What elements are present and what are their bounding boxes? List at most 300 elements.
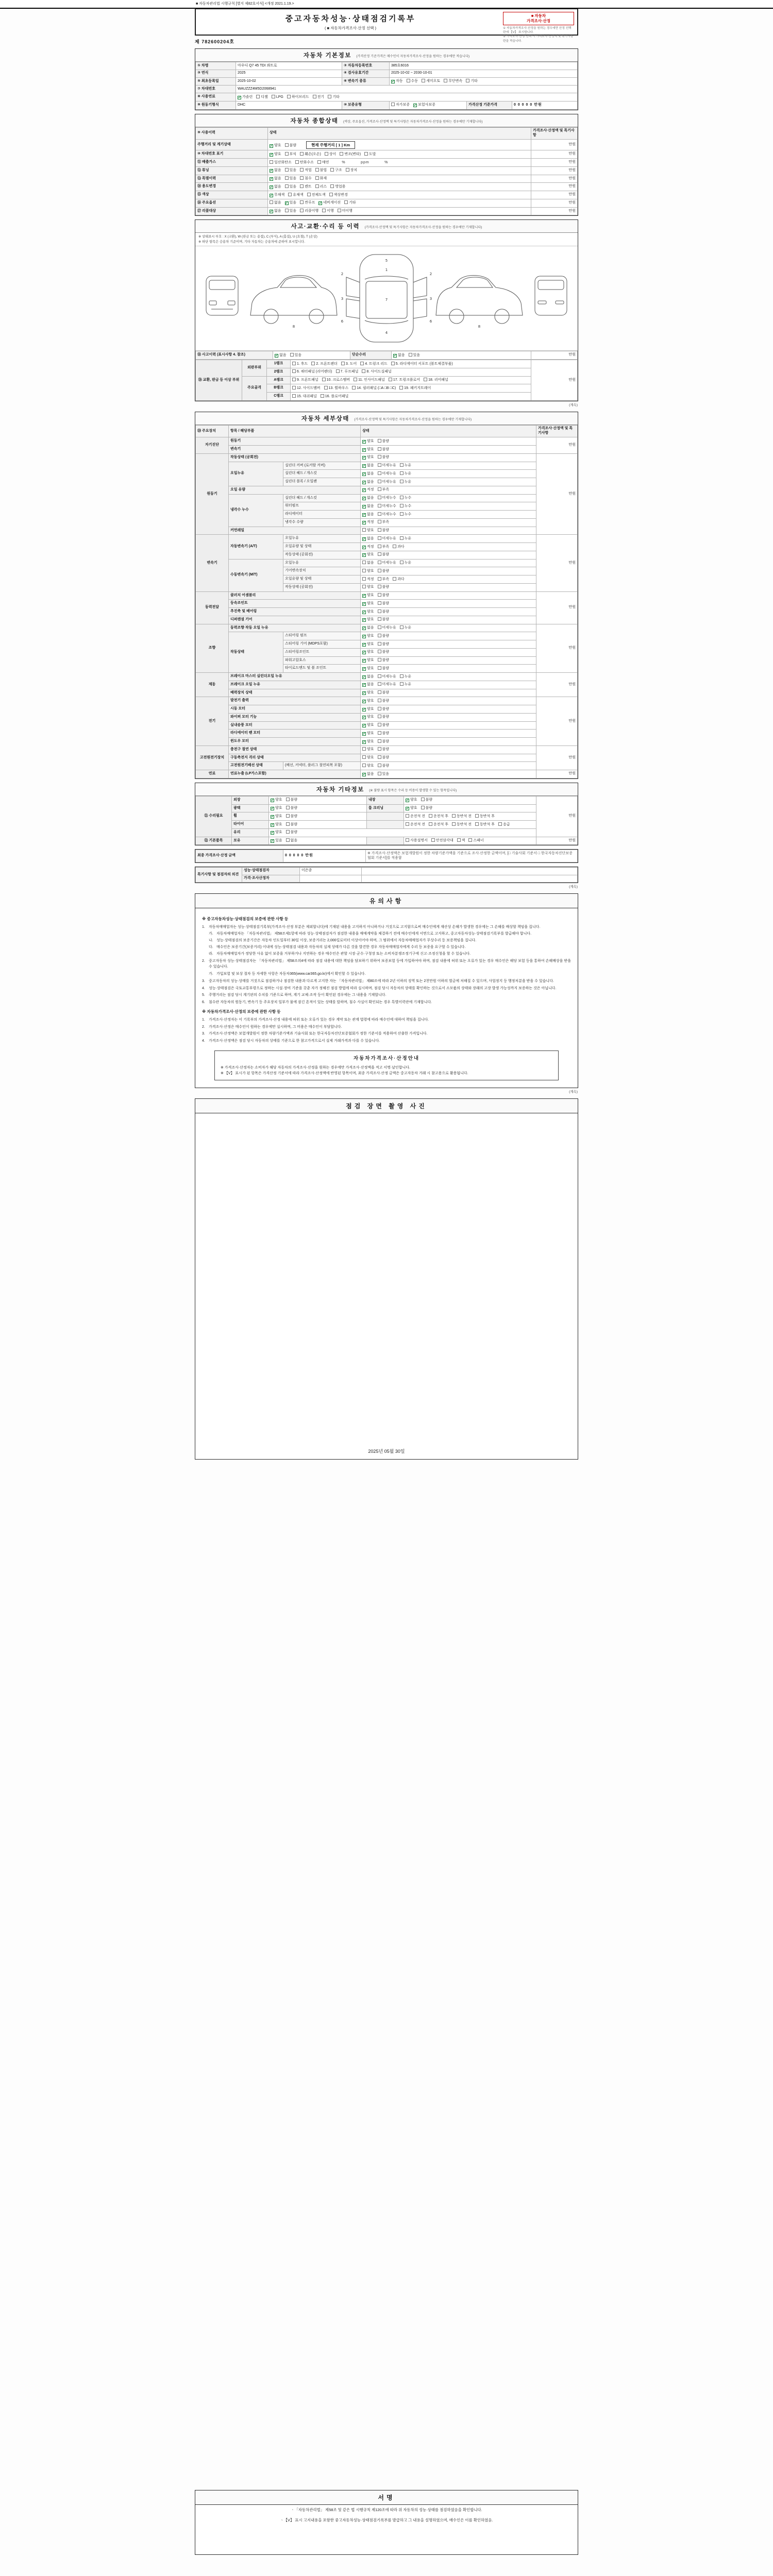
checkbox-option[interactable]: 5. 라디에이터 서포트 (볼트체결부품) [391, 362, 453, 367]
checkbox-option[interactable]: 없음 [286, 838, 298, 843]
checkbox-option[interactable]: 전기 [313, 95, 325, 100]
checkbox-option[interactable]: 운전석 전 [406, 822, 425, 827]
checkbox-option[interactable]: 있음 [285, 176, 297, 181]
checkbox-option[interactable]: 기타 [328, 95, 340, 100]
checkbox-option[interactable]: 운전석 후 [429, 814, 448, 819]
status-options [269, 804, 367, 812]
checkbox-option[interactable]: 불량 [378, 447, 390, 452]
detail-row [196, 527, 578, 535]
status-options [361, 437, 536, 446]
checkbox-option[interactable]: 불량 [378, 593, 390, 598]
item-label: 디퍼렌셜 기어 [229, 616, 361, 624]
checkbox-option[interactable]: 부족 [378, 520, 390, 525]
checkbox-option[interactable]: ✔ 양호 [363, 739, 374, 744]
rank-options [291, 376, 531, 384]
checkbox-option[interactable]: 스패너 [468, 838, 483, 843]
status-options [268, 166, 531, 175]
appraiser-name [300, 875, 362, 883]
detail-row [196, 486, 578, 494]
checkbox-option[interactable]: ✔ 보험사보증 [414, 103, 435, 108]
checkbox-option[interactable]: 누수 [400, 496, 412, 501]
checkbox-option[interactable]: 미세누유 [378, 536, 396, 541]
checkbox-option[interactable]: 장치 [346, 168, 358, 173]
comprehensive-row [196, 150, 578, 159]
rank-options [291, 384, 531, 393]
form-reference-note [0, 0, 773, 9]
checkbox-option[interactable]: 미세누유 [378, 625, 396, 631]
comprehensive-row [196, 175, 578, 183]
checkbox-option[interactable]: 부식 [285, 152, 297, 157]
checkbox-option[interactable]: 11. 인사이드패널 [354, 378, 385, 383]
checkbox-option[interactable]: ✔ 양호 [271, 814, 282, 819]
diagram-number: 2 [341, 272, 344, 277]
status-options [361, 697, 536, 705]
checkbox-option[interactable]: ✔ 무채색 [270, 193, 285, 197]
checkbox-option[interactable]: 누유 [400, 536, 412, 541]
price-cell: 만원 [531, 360, 578, 401]
final-price-label: 최종 가격조사·산정 금액 [196, 850, 283, 862]
misc-title: 자동차 기타정보 [316, 786, 364, 793]
diagram-number: 6 [341, 319, 344, 324]
accident-history-row [196, 351, 578, 360]
signature-pad[interactable] [195, 2526, 578, 2554]
checkbox-option[interactable]: 세미오토 [422, 79, 440, 84]
checkbox-option[interactable]: 양호 [362, 755, 374, 760]
checkbox-option[interactable]: ✔ 양호 [406, 806, 417, 810]
status-options [268, 140, 531, 150]
checkbox-option[interactable]: 사용설명서 [406, 838, 428, 843]
transmission-options [390, 77, 578, 86]
checkbox-option[interactable]: ✔ 있음 [285, 201, 297, 206]
checkbox-option[interactable]: 부족 [378, 577, 390, 582]
checkbox-option[interactable]: ✔ 없음 [275, 353, 287, 358]
checkbox-option[interactable]: 18. 리어패널 [424, 378, 448, 383]
misc-row [196, 796, 578, 804]
checkbox-option[interactable]: ✔ 양호 [363, 553, 374, 557]
checkbox-option[interactable]: 하이브리드 [287, 95, 309, 100]
checkbox-option[interactable]: 누유 [400, 682, 412, 687]
checkbox-option[interactable]: ✔ 자동 [392, 79, 403, 83]
document [195, 8, 578, 1460]
checkbox-option[interactable]: ✔ 양호 [363, 634, 374, 638]
checkbox-option[interactable]: 불량 [378, 690, 390, 696]
checkbox-option[interactable]: 누유 [400, 480, 412, 485]
checkbox-option[interactable]: 양호 [362, 585, 374, 590]
checkbox-option[interactable]: 불량 [286, 830, 298, 835]
status-options [269, 828, 536, 837]
checkbox-option[interactable]: 영업용 [330, 184, 345, 190]
checkbox-option[interactable]: 누유 [400, 471, 412, 477]
checkbox-option[interactable]: ✔ 가솔린 [238, 95, 253, 99]
checkbox-option[interactable]: 3. 도어 [341, 362, 357, 367]
basic-row [196, 62, 578, 70]
comprehensive-section-head [195, 114, 578, 127]
checkbox-option[interactable]: 적법 [300, 168, 312, 173]
checkbox-option[interactable]: 미세누유 [378, 471, 396, 477]
checkbox-option[interactable]: 불량 [286, 822, 298, 827]
checkbox-option[interactable]: ✔ 있음 [271, 839, 282, 843]
checkbox-option[interactable]: 누유 [400, 625, 412, 631]
checkbox-option[interactable]: 불량 [378, 699, 390, 704]
checkbox-option[interactable]: 불량 [286, 814, 298, 819]
checkbox-option[interactable]: 색상변경 [329, 193, 348, 198]
guide-title: 자동차가격조사·산정안내 [353, 1055, 420, 1061]
checkbox-option[interactable]: ✔ 양호 [363, 594, 374, 598]
checkbox-option[interactable]: 변조(변타) [340, 152, 361, 157]
checkbox-option[interactable]: ✔ 양호 [363, 447, 374, 452]
checkbox-option[interactable]: ✔ 없음 [363, 683, 374, 687]
checkbox-option[interactable]: 미세누유 [378, 674, 396, 680]
checkbox-option[interactable]: ✔ 없음 [363, 504, 374, 509]
checkbox-option[interactable]: 있음 [285, 209, 297, 214]
checkbox-option[interactable]: ✔ 없음 [394, 353, 405, 358]
checkbox-option[interactable]: 양호 [362, 747, 374, 752]
checkbox-option[interactable]: 매연 [317, 160, 329, 165]
checkbox-option[interactable]: ✔ 양호 [363, 455, 374, 460]
checkbox-option[interactable]: 불량 [378, 658, 390, 663]
subitem-label: 실린더 커버 (로커암 커버) [283, 462, 361, 470]
checkbox-option[interactable]: 7. 루프패널 [336, 369, 359, 375]
checkbox-option[interactable]: ✔ 양호 [363, 691, 374, 695]
checkbox-option[interactable]: 운전석 전 [406, 814, 425, 819]
checkbox-option[interactable]: 무단변속 [444, 79, 462, 84]
field-label: ① 차명 [196, 62, 236, 70]
checkbox-option[interactable]: ✔ 양호 [406, 798, 417, 803]
checkbox-option[interactable]: 6. 쿼터패널 (리어펜더) [292, 369, 332, 375]
checkbox-option[interactable]: 누유 [400, 561, 412, 566]
checkbox-option[interactable]: 16. 플로어패널 [321, 394, 349, 399]
item-label: 유리 [232, 828, 269, 837]
checkbox-option[interactable]: 부족 [378, 545, 390, 550]
checkbox-option[interactable]: 불량 [286, 806, 298, 811]
device-group-label: 원동기 [196, 453, 229, 535]
detail-row [196, 673, 578, 681]
price-survey-badge [503, 12, 574, 25]
checkbox-option[interactable]: 디젤 [256, 95, 268, 100]
status-options [361, 616, 536, 624]
checkbox-option[interactable]: 적정 [362, 577, 374, 582]
checkbox-option[interactable]: ✔ 양호 [363, 715, 374, 720]
price-cell: 만원 [531, 175, 578, 183]
checkbox-option[interactable]: LPG [272, 95, 283, 100]
checkbox-option[interactable]: 불량 [378, 747, 390, 752]
checkbox-option[interactable]: ✔ 없음 [363, 772, 374, 776]
checkbox-option[interactable]: 운전석 후 [429, 822, 448, 827]
checkbox-option[interactable]: ✔ 적정 [363, 520, 374, 525]
checkbox-option[interactable]: 불량 [378, 617, 390, 622]
checkbox-option[interactable]: 12. 사이드멤버 [292, 386, 321, 391]
misc-row [196, 812, 578, 821]
checkbox-option[interactable]: 훼손(오손) [300, 152, 321, 157]
checkbox-option[interactable]: ✔ 양호 [363, 658, 374, 663]
status-options [361, 551, 536, 559]
checkbox-option[interactable]: 미이행 [338, 209, 352, 214]
checkbox-option[interactable]: 불량 [378, 569, 390, 574]
checkbox-option[interactable]: ✔ 양호 [271, 822, 282, 827]
checkbox-option[interactable]: 불량 [378, 707, 390, 712]
checkbox-option[interactable]: 부족 [378, 487, 390, 493]
notice-subitem: 가. 가입보험 및 보상 절차 등 자세한 사항은 자동차365(www.car365.go.kr)에서 확인할 수 있습니다. [209, 972, 366, 976]
checkbox-option[interactable]: 누유 [400, 463, 412, 468]
checkbox-option[interactable]: 15. 대쉬패널 [292, 394, 317, 399]
checkbox-option[interactable]: ✔ 적정 [363, 488, 374, 493]
checkbox-option[interactable]: 누수 [400, 504, 412, 509]
checkbox-option[interactable]: 4. 트렁크 리드 [360, 362, 388, 367]
price-cell: 만원 [536, 673, 578, 697]
item-label: 등속조인트 [229, 600, 361, 608]
checkbox-option[interactable]: ✔ 양호 [271, 798, 282, 803]
price-digits: 0 0 0 0 0 [514, 103, 533, 107]
checkbox-option[interactable]: 9. 프론트패널 [292, 378, 318, 383]
subitem-label: 스티어링 펌프 [283, 632, 361, 640]
checkbox-option[interactable]: ✔ 없음 [363, 512, 374, 517]
checkbox-option[interactable]: 불량 [378, 609, 390, 615]
checkbox-option[interactable]: ✔ 없음 [363, 536, 374, 541]
checkbox-option[interactable]: 일산화탄소 [270, 160, 292, 165]
checkbox-option[interactable]: 미세누수 [378, 496, 396, 501]
checkbox-option[interactable]: 동반석 후 [475, 822, 495, 827]
column-header: 항목 / 해당부품 [229, 425, 361, 437]
notice-subitem: 나. 성능·상태점검의 보증기간은 자동차 인도일부터 30일 이상, 보증거리는 2,000킬로미터 이상이어야 하며, 그 범위에서 자동차매매업자가 무상수리 등 보증책임을 집니다. [209, 939, 477, 943]
checkbox-option[interactable]: 불량 [286, 798, 298, 803]
subitem-label: 냉각수 수량 [283, 518, 361, 527]
checkbox-option[interactable]: 불량 [378, 439, 390, 444]
checkbox-option[interactable]: ✔ 양호 [271, 806, 282, 810]
checkbox-option[interactable]: ✔ 양호 [363, 699, 374, 703]
checkbox-option[interactable]: 19. 패키지트레이 [399, 386, 431, 391]
item-label: 외장 [232, 796, 269, 804]
section-final-price [195, 849, 578, 863]
checkbox-option[interactable]: 동반석 후 [475, 814, 495, 819]
field-value: DHC [236, 101, 342, 109]
checkbox-option[interactable]: 렌트 [300, 184, 312, 190]
checkbox-option[interactable]: 불량 [378, 634, 390, 639]
checkbox-option[interactable]: ✔ 양호 [363, 439, 374, 444]
price-cell: 만원 [536, 770, 578, 778]
diagram-number: 1 [385, 268, 388, 273]
checkbox-option[interactable]: 리콜이행 [300, 209, 318, 214]
checkbox-option[interactable]: 불량 [378, 666, 390, 671]
checkbox-option[interactable]: ✔ 없음 [363, 471, 374, 476]
detail-section-head [195, 412, 578, 425]
checkbox-option[interactable]: 과다 [393, 577, 405, 582]
checkbox-option[interactable]: ✔ 없음 [363, 464, 374, 468]
checkbox-option[interactable]: 불량 [421, 806, 433, 811]
checkbox-option[interactable]: 전체도색 [307, 193, 326, 198]
checkbox-option[interactable]: 불량 [378, 455, 390, 460]
status-options [361, 640, 536, 649]
checkbox-option[interactable]: 양호 [362, 569, 374, 574]
column-header: ⑳ 주요장치 [196, 425, 229, 437]
checkbox-option[interactable]: 미세누유 [378, 682, 396, 687]
checkbox-option[interactable]: ✔ 양호 [270, 152, 281, 157]
status-options [404, 812, 536, 821]
car-side-view-right [436, 276, 523, 324]
checkbox-option[interactable]: 침수 [300, 176, 312, 181]
subitem-label: 오일유량 및 상태 [283, 575, 361, 584]
checkbox-option[interactable]: ✔ 네비게이션 [319, 201, 341, 206]
checkbox-option[interactable]: ✔ 없음 [270, 168, 281, 173]
detail-row [196, 721, 578, 730]
detail-title: 자동차 세부상태 [301, 415, 349, 422]
checkbox-option[interactable]: 불량 [378, 764, 390, 769]
checkbox-option[interactable]: 불법 [315, 168, 327, 173]
status-options [361, 665, 536, 673]
checkbox-option[interactable]: 불량 [378, 739, 390, 744]
checkbox-option[interactable]: ✔ 적정 [363, 545, 374, 549]
checkbox-option[interactable]: 화재 [315, 176, 327, 181]
checkbox-option[interactable]: 이행 [322, 209, 334, 214]
checkbox-option[interactable]: ✔ 양호 [363, 609, 374, 614]
status-options [268, 150, 531, 159]
checkbox-option[interactable]: ✔ 없음 [270, 184, 281, 189]
checkbox-option[interactable]: 기타 [466, 79, 478, 84]
checkbox-option[interactable]: 불량 [378, 715, 390, 720]
status-options [361, 583, 536, 591]
status-options [268, 199, 531, 207]
checkbox-option[interactable]: 동반석 전 [452, 814, 472, 819]
detail-row [196, 730, 578, 738]
checkbox-option[interactable]: ✔ 양호 [363, 642, 374, 647]
checkbox-option[interactable]: ✔ 양호 [363, 618, 374, 622]
misc-row [196, 821, 578, 829]
checkbox-option[interactable]: ✔ 양호 [363, 650, 374, 655]
checkbox-option[interactable]: 10. 크로스멤버 [322, 378, 350, 383]
checkbox-option[interactable]: 8. 사이드실패널 [362, 369, 391, 375]
checkbox-option[interactable]: 17. 트렁크플로어 [389, 378, 420, 383]
checkbox-option[interactable]: 양호 [362, 764, 374, 769]
checkbox-option[interactable]: 있음 [285, 184, 297, 190]
device-group-label: 동력전달 [196, 591, 229, 624]
checkbox-option[interactable]: ✔ 양호 [363, 707, 374, 711]
comprehensive-row [196, 199, 578, 207]
comprehensive-subtitle: (색상, 주요옵션, 가격조사·산정액 및 특기사항은 자동차가격조사·산정을 원하는 경우에만 기재합니다) [343, 120, 483, 124]
checkbox-option[interactable]: 탄화수소 [295, 160, 314, 165]
checkbox-option[interactable]: 리스 [315, 184, 327, 190]
checkbox-option[interactable]: 있음 [285, 168, 297, 173]
checkbox-option[interactable]: 자가보증 [391, 103, 410, 108]
basic-row [196, 101, 578, 109]
usage-item-label: ⑪ 배출가스 [196, 159, 268, 167]
checkbox-option[interactable]: 불량 [378, 528, 390, 533]
checkbox-option[interactable]: 안전삼각대 [431, 838, 453, 843]
detail-row [196, 494, 578, 502]
status-options [361, 681, 536, 689]
price-cell: 만원 [536, 535, 578, 591]
checkbox-option[interactable]: 불량 [378, 731, 390, 736]
basic-row [196, 70, 578, 77]
checkbox-option[interactable]: 미세누유 [378, 561, 396, 566]
checkbox-option[interactable]: ✔ 없음 [363, 496, 374, 500]
checkbox-option[interactable]: 수동 [407, 79, 418, 84]
checkbox-option[interactable]: 없음 [270, 200, 281, 206]
subitem-label: 스티어링조인트 [283, 648, 361, 656]
accident-history-label: ⑱ 사고이력 (표시사항 4. 참조) [196, 351, 273, 360]
price-cell: 만원 [536, 591, 578, 624]
checkbox-option[interactable]: 유채색 [288, 193, 303, 198]
checkbox-option[interactable]: 동반석 전 [452, 822, 472, 827]
checkbox-option[interactable]: 미세누유 [378, 463, 396, 468]
checkbox-option[interactable]: 기타 [344, 200, 356, 206]
checkbox-option[interactable]: 없음 [362, 561, 374, 566]
checkbox-option[interactable]: ✔ 없음 [270, 177, 281, 181]
detail-row [196, 738, 578, 746]
checkbox-option[interactable]: 불량 [378, 552, 390, 557]
checkbox-option[interactable]: 도말 [364, 152, 376, 157]
checkbox-option[interactable]: 불량 [378, 585, 390, 590]
accident-subtitle: (가격조사·산정액 및 특기사항은 자동차가격조사·산정을 원하는 경우에만 기재합니다) [364, 226, 482, 230]
checkbox-option[interactable]: 2. 프론트펜더 [311, 362, 338, 367]
checkbox-option[interactable]: 응급 [498, 822, 510, 827]
detail-row [196, 453, 578, 462]
checkbox-option[interactable]: ✔ 양호 [363, 731, 374, 736]
misc-row [196, 837, 578, 845]
checkbox-option[interactable]: 불량 [378, 642, 390, 647]
checkbox-option[interactable]: ✔ 양호 [363, 601, 374, 606]
detail-state-table [195, 425, 578, 778]
checkbox-option[interactable]: 미세누수 [378, 512, 396, 517]
checkbox-option[interactable]: ✔ 없음 [270, 209, 281, 214]
checkbox-option[interactable]: 불량 [421, 798, 433, 803]
field-label: ⑨ 원동기형식 [196, 101, 236, 109]
checkbox-option[interactable]: 있음 [409, 353, 421, 358]
status-options [269, 821, 367, 829]
accident-section-head [195, 220, 578, 233]
opinion-row [196, 875, 578, 883]
checkbox-option[interactable]: 있음 [378, 772, 390, 777]
checkbox-option[interactable]: 양호 [362, 528, 374, 533]
subitem-label: 타이로드엔드 및 볼 조인트 [283, 665, 361, 673]
status-options [361, 705, 536, 714]
subitem-label: 파워고압호스 [283, 656, 361, 665]
checkbox-option[interactable]: 썬루프 [300, 200, 315, 206]
checkbox-option[interactable]: 불량 [285, 143, 297, 148]
checkbox-option[interactable]: 구조 [330, 168, 342, 173]
checkbox-option[interactable]: 1. 후드 [292, 362, 308, 367]
status-options [361, 689, 536, 697]
item-label: 룸 크리닝 [367, 804, 404, 812]
exchange-section-label: ⑲ 교환, 판금 등 이상 부위 [196, 360, 242, 401]
checkbox-option[interactable]: ✔ 없음 [363, 626, 374, 630]
checkbox-option[interactable]: 있음 [290, 353, 302, 358]
checkbox-option[interactable]: 불량 [378, 650, 390, 655]
checkbox-option[interactable]: 불량 [378, 755, 390, 760]
checkbox-option[interactable]: 잭 [457, 838, 465, 843]
checkbox-option[interactable]: 과다 [393, 545, 405, 550]
checkbox-option[interactable]: 미세누수 [378, 504, 396, 509]
checkbox-option[interactable]: ✔ 양호 [270, 143, 281, 148]
checkbox-option[interactable]: 불량 [378, 601, 390, 606]
checkbox-option[interactable]: ✔ 없음 [363, 480, 374, 484]
checkbox-option[interactable]: 누수 [400, 512, 412, 517]
checkbox-option[interactable]: 누유 [400, 674, 412, 680]
status-options [361, 624, 536, 632]
checkbox-option[interactable]: ✔ 양호 [363, 723, 374, 727]
price-base-value [512, 101, 578, 109]
item-label: 와이퍼 모터 기능 [229, 713, 361, 721]
checkbox-option[interactable]: ✔ 양호 [363, 666, 374, 671]
checkbox-option[interactable]: 13. 휠하우스 [324, 386, 349, 391]
checkbox-option[interactable]: ✔ 양호 [271, 831, 282, 835]
exchange-rank-table [195, 360, 578, 401]
checkbox-option[interactable]: 미세누유 [378, 480, 396, 485]
checkbox-option[interactable]: 불량 [378, 723, 390, 728]
checkbox-option[interactable]: ✔ 없음 [363, 674, 374, 679]
checkbox-option[interactable]: 14. 필러패널 (□A □B □C) [352, 386, 396, 391]
column-header: 상태 [268, 127, 531, 140]
checkbox-option[interactable]: 상이 [325, 152, 337, 157]
detail-row [196, 437, 578, 446]
